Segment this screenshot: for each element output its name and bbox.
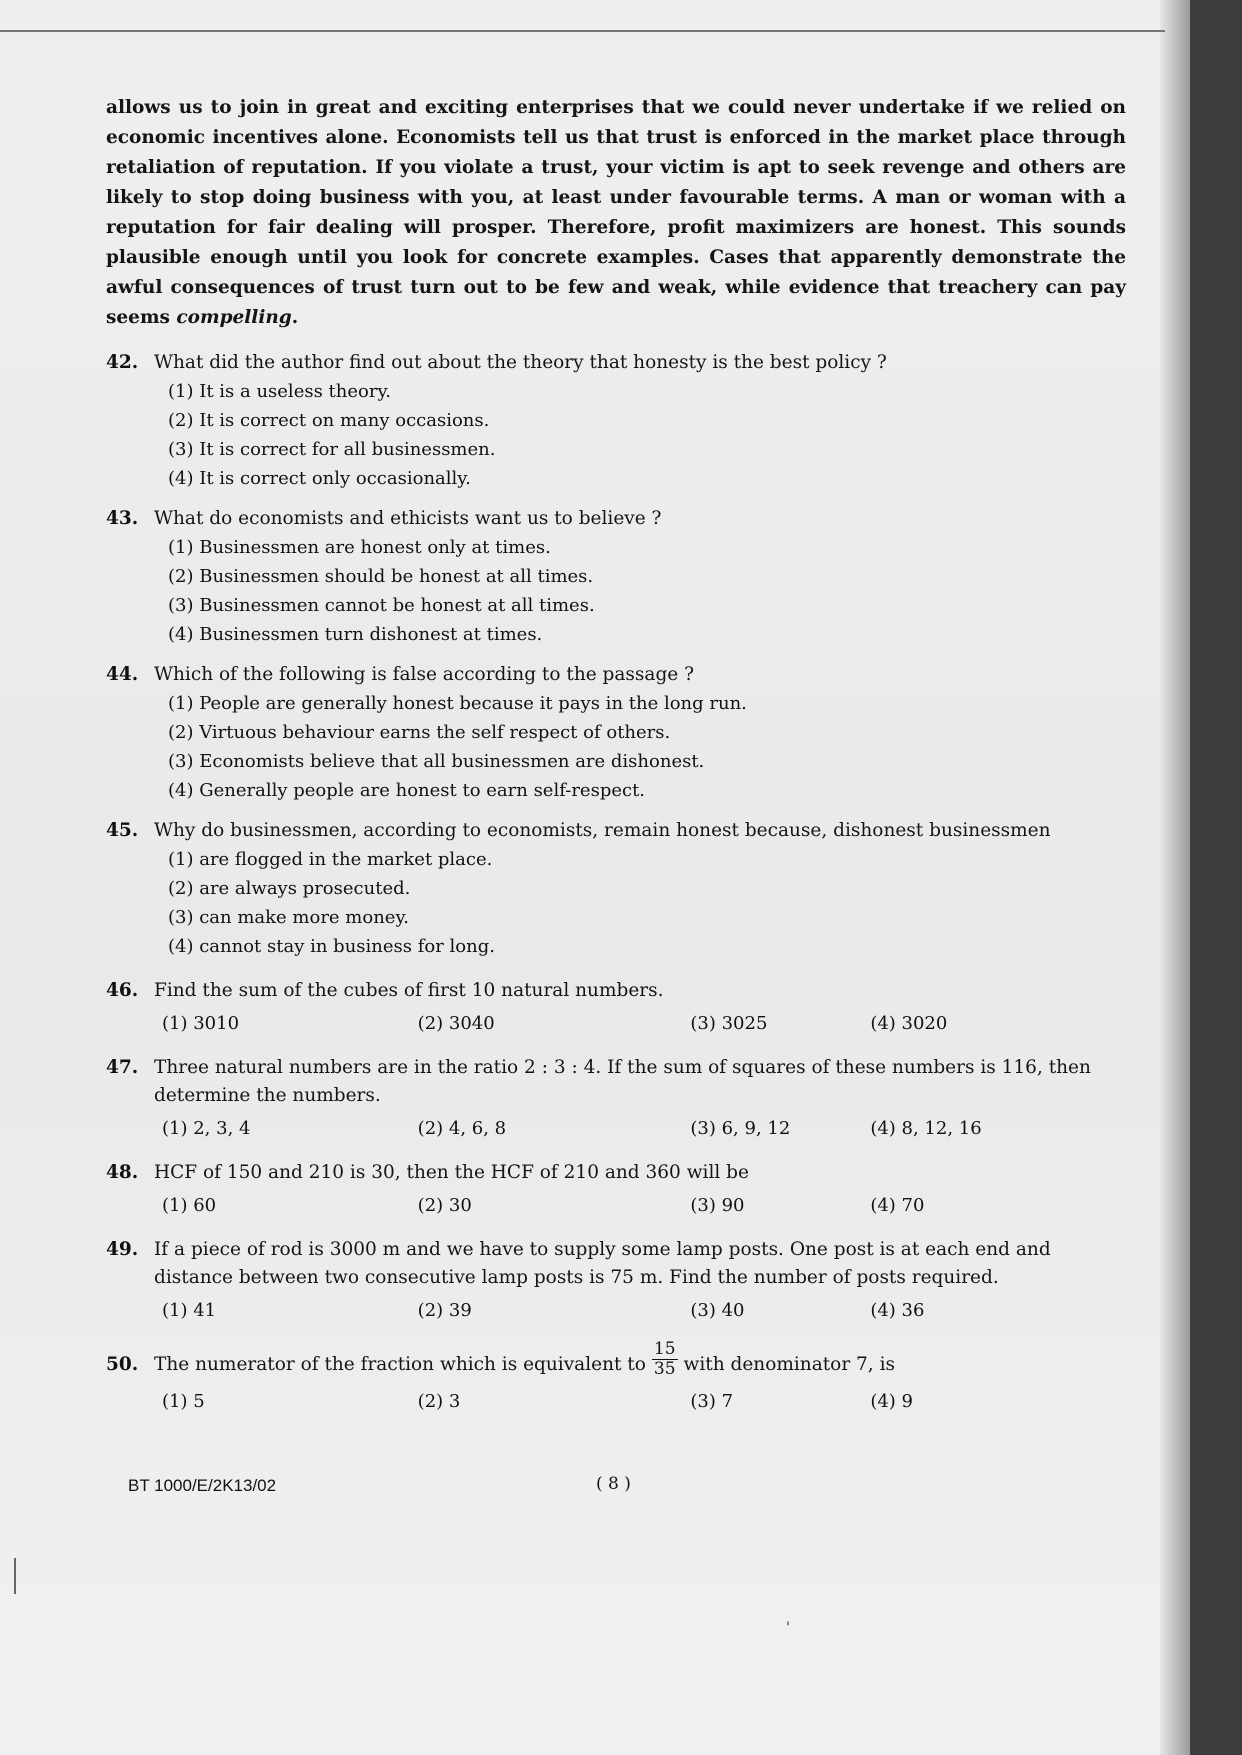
- question-48: [106, 1159, 1126, 1220]
- question-49: [106, 1236, 1126, 1325]
- option-1: (1) are flogged in the market place.: [168, 849, 493, 870]
- question-text: Three natural numbers are in the ratio 2 : 3 : 4. If the sum of squares of these numbers is 116, then determine the numbers.: [154, 1057, 1091, 1106]
- option-4: (4) cannot stay in business for long.: [168, 936, 495, 957]
- page-edge-shadow: [1160, 0, 1190, 1755]
- option-3: (3) It is correct for all businessmen.: [168, 439, 496, 460]
- option-4: (4) It is correct only occasionally.: [168, 468, 471, 489]
- question-number: 49.: [106, 1239, 139, 1260]
- passage: [106, 93, 1126, 333]
- option-3: (3) 3025: [690, 1013, 768, 1034]
- options: [168, 377, 1126, 493]
- question-text: [154, 1338, 1126, 1379]
- option-4: (4) 70: [870, 1195, 925, 1216]
- option-1: (1) 60: [162, 1195, 217, 1216]
- option-2: (2) 3: [417, 1391, 461, 1412]
- question-number: 44.: [106, 664, 139, 685]
- option-3: (3) 7: [690, 1391, 734, 1412]
- question-number: 46.: [106, 980, 139, 1001]
- fraction-numerator: 15: [653, 1338, 676, 1359]
- question-text-before: The numerator of the fraction which is equivalent to: [154, 1354, 646, 1375]
- fraction-denominator: 35: [653, 1358, 676, 1379]
- question-text: If a piece of rod is 3000 m and we have to supply some lamp posts. One post is at each end and distance between two consecutive lamp posts is 75 m. Find the number of posts required.: [154, 1239, 1051, 1288]
- option-1: (1) It is a useless theory.: [168, 381, 391, 402]
- option-1: (1) Businessmen are honest only at times.: [168, 537, 551, 558]
- options: [162, 1009, 1126, 1038]
- option-3: (3) Businessmen cannot be honest at all times.: [168, 595, 595, 616]
- option-4: (4) 9: [870, 1391, 913, 1412]
- option-2: (2) 39: [417, 1300, 472, 1321]
- options: [162, 1296, 1126, 1325]
- question-42: [106, 349, 1126, 493]
- options: [162, 1191, 1126, 1220]
- question-45: [106, 817, 1126, 961]
- option-4: (4) 3020: [870, 1013, 948, 1034]
- options: [162, 1387, 1126, 1416]
- question-number: 42.: [106, 352, 139, 373]
- option-3: (3) 6, 9, 12: [690, 1118, 791, 1139]
- question-number: 45.: [106, 820, 139, 841]
- top-rule: [0, 30, 1165, 32]
- question-50: [106, 1338, 1126, 1416]
- question-text: What did the author find out about the theory that honesty is the best policy ?: [154, 352, 887, 373]
- option-1: (1) 41: [162, 1300, 217, 1321]
- option-4: (4) 8, 12, 16: [870, 1118, 982, 1139]
- page-number: ( 8 ): [596, 1474, 631, 1494]
- option-1: (1) 5: [162, 1391, 205, 1412]
- option-4: (4) Generally people are honest to earn self-respect.: [168, 780, 646, 801]
- corner-mark: [14, 1558, 34, 1594]
- option-2: (2) Businessmen should be honest at all times.: [168, 566, 594, 587]
- question-number: 43.: [106, 508, 139, 529]
- option-4: (4) Businessmen turn dishonest at times.: [168, 624, 543, 645]
- option-2: (2) Virtuous behaviour earns the self respect of others.: [168, 722, 671, 743]
- question-text: What do economists and ethicists want us to believe ?: [154, 508, 662, 529]
- options: [168, 533, 1126, 649]
- question-47: [106, 1054, 1126, 1143]
- passage-text: allows us to join in great and exciting enterprises that we could never undertake if we relied on economic incentives alone. Economists tell us that trust is enforced in the market place through retaliation of reputation. If you violate a trust, your victim is apt to seek revenge and others are likely to stop doing business with you, at least under favourable terms. A man or woman with a reputation for fair dealing will prosper. Therefore, profit maximizers are honest. This sounds plausible enough until you look for concrete examples. Cases that apparently demonstrate the awful consequences of trust turn out to be few and weak, while evidence that treachery can pay seems: [106, 97, 1126, 328]
- option-2: (2) are always prosecuted.: [168, 878, 411, 899]
- question-number: 48.: [106, 1162, 139, 1183]
- option-4: (4) 36: [870, 1300, 925, 1321]
- option-2: (2) 30: [417, 1195, 472, 1216]
- option-1: (1) People are generally honest because it pays in the long run.: [168, 693, 747, 714]
- paper-code: BT 1000/E/2K13/02: [128, 1476, 277, 1495]
- options: [168, 845, 1126, 961]
- passage-end: .: [291, 307, 299, 328]
- fraction: [652, 1340, 678, 1379]
- question-text: Which of the following is false according to the passage ?: [154, 664, 695, 685]
- option-2: (2) It is correct on many occasions.: [168, 410, 490, 431]
- passage-emphasis: compelling: [176, 307, 292, 328]
- question-44: [106, 661, 1126, 805]
- question-content: [106, 93, 1126, 1416]
- option-1: (1) 3010: [162, 1013, 240, 1034]
- options: [168, 689, 1126, 805]
- question-text-after: with denominator 7, is: [683, 1354, 895, 1375]
- option-2: (2) 4, 6, 8: [417, 1118, 507, 1139]
- question-46: [106, 977, 1126, 1038]
- option-2: (2) 3040: [417, 1013, 495, 1034]
- options: [162, 1114, 1126, 1143]
- stray-mark: ': [786, 1620, 790, 1636]
- question-text: Find the sum of the cubes of first 10 natural numbers.: [154, 980, 664, 1001]
- question-text: Why do businessmen, according to economists, remain honest because, dishonest businessmen: [154, 820, 1051, 841]
- question-text: HCF of 150 and 210 is 30, then the HCF of 210 and 360 will be: [154, 1162, 749, 1183]
- option-3: (3) can make more money.: [168, 907, 409, 928]
- option-3: (3) Economists believe that all businessmen are dishonest.: [168, 751, 705, 772]
- option-3: (3) 90: [690, 1195, 745, 1216]
- question-number: 47.: [106, 1057, 139, 1078]
- question-43: [106, 505, 1126, 649]
- option-3: (3) 40: [690, 1300, 745, 1321]
- question-number: 50.: [106, 1354, 139, 1375]
- option-1: (1) 2, 3, 4: [162, 1118, 251, 1139]
